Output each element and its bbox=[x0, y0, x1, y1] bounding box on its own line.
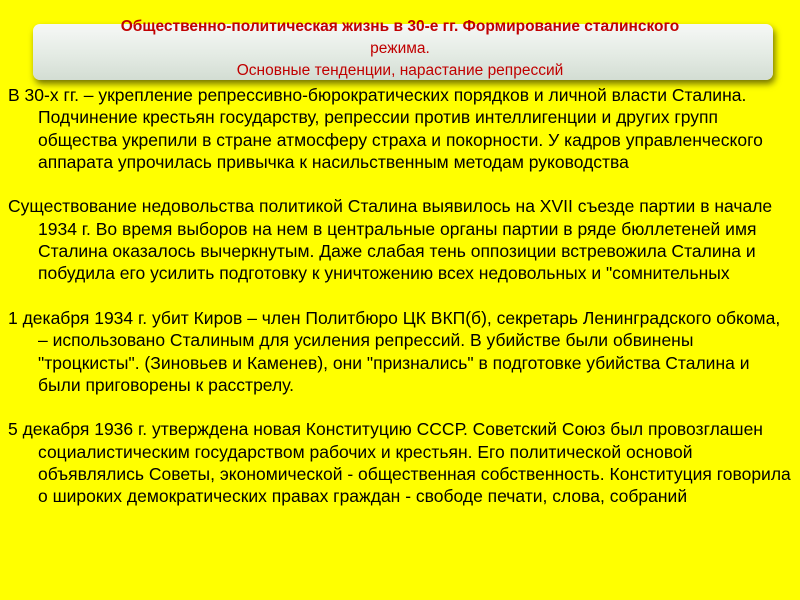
paragraph-repression-1930s: В 30-х гг. – укрепление репрессивно-бюрократических порядков и личной власти Сталина. Подчинение крестьян государству, репрессии против интеллигенции и других групп общества укрепили в стране атмосферу страха и покорности. У кадров управленческого аппарата упрочилась привычка к насильственным методам руководства bbox=[8, 85, 763, 172]
paragraph-kirov-murder: 1 декабря 1934 г. убит Киров – член Политбюро ЦК ВКП(б), секретарь Ленинградского обкома, – использовано Сталиным для усиления репрессий. В убийстве были обвинены "троцкисты". (Зиновьев и Каменев), они "признались" в подготовке убийства Сталина и были приговорены к расстрелу. bbox=[8, 307, 781, 395]
slide-title-line-2: режима. bbox=[370, 40, 430, 57]
slide-title-line-3: Основные тенденции, нарастание репрессий bbox=[236, 62, 564, 79]
slide-body bbox=[8, 84, 793, 530]
slide-title bbox=[0, 16, 800, 82]
paragraph-constitution-1936: 5 декабря 1936 г. утверждена новая Конституцию СССР. Советский Союз был провозглашен социалистическим государством рабочих и крестьян. Его политической основой объявлялись Советы, экономической - общественная собственность. Конституция говорила о широких демократических правах граждан - свободе печати, слова, собраний bbox=[8, 419, 791, 507]
slide-title-line-1: Общественно-политическая жизнь в 30-е гг. Формирование сталинского bbox=[120, 18, 680, 35]
paragraph-xvii-congress: Существование недовольства политикой Сталина выявилось на XVII съезде партии в начале 1934 г. Во время выборов на нем в центральные органы партии в ряде бюллетеней имя Сталина оказалось вычеркнутым. Даже слабая тень оппозиции встревожила Сталина и побудила его усилить подготовку к уничтожению всех недовольных и "сомнительных bbox=[8, 196, 773, 284]
